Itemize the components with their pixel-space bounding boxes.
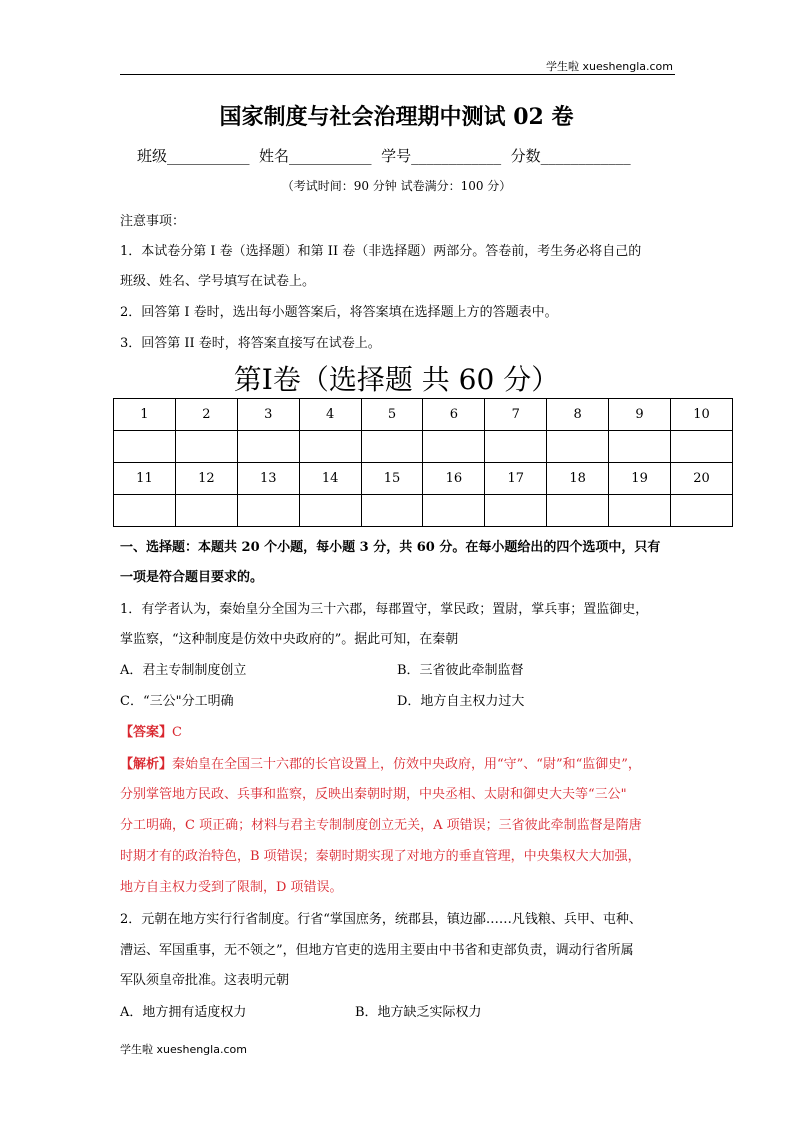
footer-site-name: 学生啦 xueshengla.com [120,1043,247,1056]
answer-cell[interactable] [299,495,361,527]
answer-cell[interactable] [423,495,485,527]
answer-table [113,398,733,527]
table-row [114,399,733,431]
option-b[interactable]: B．三省彼此牵制监督 [397,663,524,678]
analysis-text: 分别掌管地方民政、兵事和监察，反映出秦朝时期，中央丞相、太尉和御史大夫等“三公" [120,787,627,802]
question-number-cell: 5 [361,399,423,431]
section-title: 第I卷（选择题 共 60 分） [233,363,560,396]
part1-instruction: 一项是符合题目要求的。 [120,570,264,585]
answer-cell[interactable] [547,431,609,463]
answer-cell[interactable] [175,431,237,463]
question-number-cell: 7 [485,399,547,431]
notice-item: 2．回答第 I 卷时，选出每小题答案后，将答案填在选择题上方的答题表中。 [120,305,558,320]
answer-cell[interactable] [361,431,423,463]
analysis-text: 地方自主权力受到了限制，D 项错误。 [120,880,343,895]
question-number-cell: 3 [237,399,299,431]
question-1-text: 掌监察，“这种制度是仿效中央政府的”。据此可知，在秦朝 [120,632,459,647]
analysis-text: 时期才有的政治特色，B 项错误；秦朝时期实现了对地方的垂直管理，中央集权大大加强， [120,849,641,864]
answer-cell[interactable] [671,431,733,463]
question-2-text: 军队须皇帝批准。这表明元朝 [120,973,290,988]
analysis-label: 【解析】 [120,757,173,772]
analysis-text: 秦始皇在全国三十六郡的长官设置上，仿效中央政府，用“守”、“尉”和“监御史”， [172,757,641,772]
answer-cell[interactable] [423,431,485,463]
question-number-cell: 9 [609,399,671,431]
student-info-line: 班级___________ 姓名___________ 学号____________ 分数____________ [137,147,631,165]
header-rule [120,74,675,75]
answer-cell[interactable] [485,431,547,463]
question-number-cell: 10 [671,399,733,431]
answer-cell[interactable] [175,495,237,527]
answer-value: C [172,725,182,740]
question-number-cell: 6 [423,399,485,431]
question-number-cell: 4 [299,399,361,431]
option-d[interactable]: D．地方自主权力过大 [397,694,525,709]
page-title: 国家制度与社会治理期中测试 02 卷 [219,104,574,130]
question-1-text: 1．有学者认为，秦始皇分全国为三十六郡，每郡置守，掌民政；置尉，掌兵事；置监御史， [120,602,649,617]
option-b[interactable]: B．地方缺乏实际权力 [355,1005,482,1020]
answer-cell[interactable] [237,495,299,527]
question-number-cell: 16 [423,463,485,495]
table-row [114,495,733,527]
option-a[interactable]: A．君主专制制度创立 [120,663,247,678]
notice-item: 班级、姓名、学号填写在试卷上。 [120,274,316,289]
option-a[interactable]: A．地方拥有适度权力 [120,1005,247,1020]
question-2-text: 漕运、军国重事，无不领之”，但地方官吏的选用主要由中书省和吏部负责，调动行省所属 [120,943,634,958]
question-2-text: 2．元朝在地方实行行省制度。行省“掌国庶务，统郡县，镇边鄙……凡钱粮、兵甲、屯种、 [120,912,642,927]
question-number-cell: 15 [361,463,423,495]
question-number-cell: 19 [609,463,671,495]
notice-item: 3．回答第 II 卷时，将答案直接写在试卷上。 [120,336,381,351]
answer-cell[interactable] [547,495,609,527]
question-number-cell: 12 [175,463,237,495]
answer-cell[interactable] [114,495,176,527]
part1-instruction: 一、选择题：本题共 20 个小题，每小题 3 分，共 60 分。在每小题给出的四个选项中，只有 [120,540,661,555]
header-site-name: 学生啦 xueshengla.com [546,60,673,73]
answer-cell[interactable] [361,495,423,527]
table-row [114,463,733,495]
answer-cell[interactable] [299,431,361,463]
answer-cell[interactable] [114,431,176,463]
answer-cell[interactable] [609,431,671,463]
question-number-cell: 2 [175,399,237,431]
question-number-cell: 14 [299,463,361,495]
answer-label: 【答案】 [120,725,173,740]
question-number-cell: 20 [671,463,733,495]
answer-cell[interactable] [485,495,547,527]
question-number-cell: 18 [547,463,609,495]
analysis-line [120,753,641,772]
question-number-cell: 1 [114,399,176,431]
question-number-cell: 17 [485,463,547,495]
exam-meta: （考试时间：90 分钟 试卷满分：100 分） [281,179,512,193]
answer-cell[interactable] [671,495,733,527]
answer-cell[interactable] [609,495,671,527]
question-number-cell: 11 [114,463,176,495]
option-c[interactable]: C．“三公"分工明确 [120,694,234,709]
notice-heading: 注意事项： [120,214,186,229]
analysis-text: 分工明确，C 项正确；材料与君主专制制度创立无关，A 项错误；三省彼此牵制监督是隋唐 [120,818,642,833]
answer-cell[interactable] [237,431,299,463]
notice-item: 1．本试卷分第 I 卷（选择题）和第 II 卷（非选择题）两部分。答卷前，考生务必将自己的 [120,244,642,259]
table-row [114,431,733,463]
answer-line [120,721,182,740]
question-number-cell: 13 [237,463,299,495]
question-number-cell: 8 [547,399,609,431]
